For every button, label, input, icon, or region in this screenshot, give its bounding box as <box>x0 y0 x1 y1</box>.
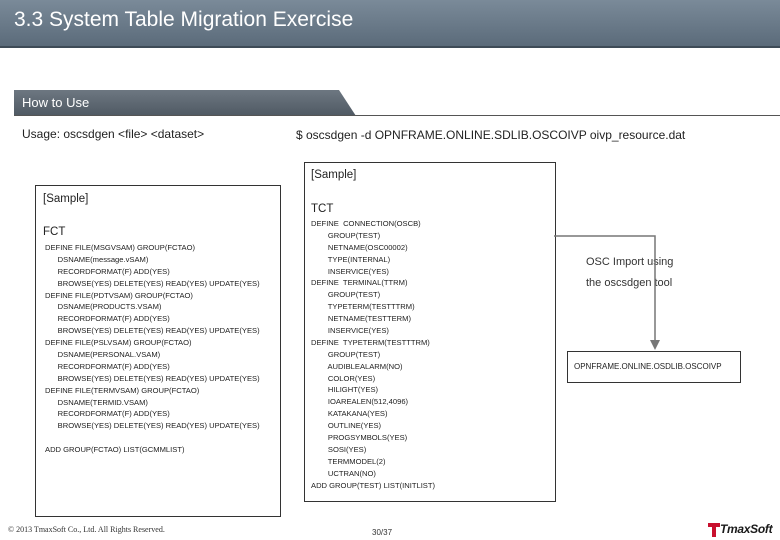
fct-code-line: DSNAME(PRODUCTS.VSAM) <box>45 302 162 312</box>
fct-code-line: RECORDFORMAT(F) ADD(YES) <box>45 314 170 324</box>
fct-code-line: DEFINE FILE(MSGVSAM) GROUP(FCTAO) <box>45 243 196 252</box>
tct-code-line: NETNAME(OSC00002) <box>311 242 408 252</box>
fct-code-line: DSNAME(TERMID.VSAM) <box>45 397 148 407</box>
footer-copyright: © 2013 TmaxSoft Co., Ltd. All Rights Reserved. <box>8 525 165 534</box>
tct-code-line: INSERVICE(YES) <box>311 266 389 276</box>
tct-code-line: TERMMODEL(2) <box>311 456 386 466</box>
tct-heading: TCT <box>311 203 334 215</box>
usage-syntax: Usage: oscsdgen <file> <dataset> <box>22 127 205 141</box>
tct-code-line: SOSI(YES) <box>311 444 367 454</box>
arrow-head-icon <box>650 340 660 350</box>
tct-code-line: GROUP(TEST) <box>311 349 381 359</box>
annotation-line-1: OSC Import using <box>586 256 674 268</box>
logo-mark-icon <box>708 523 720 537</box>
fct-code-line: DEFINE FILE(PDTVSAM) GROUP(FCTAO) <box>45 290 193 300</box>
fct-code-line: DSNAME(PERSONAL.VSAM) <box>45 350 161 360</box>
fct-code-line: DSNAME(message.vSAM) <box>45 254 149 264</box>
tct-code-line: NETNAME(TESTTERM) <box>311 314 411 324</box>
arrow-line <box>554 236 655 342</box>
tct-code-line: AUDIBLEALARM(NO) <box>311 361 403 371</box>
tct-code-line: DEFINE TERMINAL(TTRM) <box>311 278 408 288</box>
fct-code-line: BROWSE(YES) DELETE(YES) READ(YES) UPDATE(YES) <box>45 278 260 288</box>
fct-code-line: RECORDFORMAT(F) ADD(YES) <box>45 361 170 371</box>
tct-code-line: COLOR(YES) <box>311 373 376 383</box>
logo-text: TmaxSoft <box>720 522 773 536</box>
fct-code-line: DEFINE FILE(PSLVSAM) GROUP(FCTAO) <box>45 338 192 348</box>
fct-code-line: RECORDFORMAT(F) ADD(YES) <box>45 266 170 276</box>
tct-code-line: GROUP(TEST) <box>311 230 381 240</box>
tct-code-line: HILIGHT(YES) <box>311 385 379 395</box>
tct-code-line: TYPETERM(TESTTTRM) <box>311 302 415 312</box>
page-title: 3.3 System Table Migration Exercise <box>14 8 354 31</box>
tct-code-line: OUTLINE(YES) <box>311 421 382 431</box>
section-title: How to Use <box>22 95 90 110</box>
tct-code-line: PROGSYMBOLS(YES) <box>311 433 408 443</box>
fct-code-line: BROWSE(YES) DELETE(YES) READ(YES) UPDATE(YES) <box>45 421 260 431</box>
tct-sample-label: [Sample] <box>311 169 357 181</box>
tct-code-line: GROUP(TEST) <box>311 290 381 300</box>
annotation-line-2: the oscsdgen tool <box>586 277 673 289</box>
tmaxsoft-logo <box>708 522 778 538</box>
tct-code-line: DEFINE TYPETERM(TESTTTRM) <box>311 337 430 347</box>
usage-command: $ oscsdgen -d OPNFRAME.ONLINE.SDLIB.OSCOIVP oivp_resource.dat <box>296 128 686 142</box>
tct-code-line: INSERVICE(YES) <box>311 326 389 336</box>
fct-code-line: BROWSE(YES) DELETE(YES) READ(YES) UPDATE(YES) <box>45 326 260 336</box>
tct-code-line: IOAREALEN(512,4096) <box>311 397 409 407</box>
fct-heading: FCT <box>43 226 66 238</box>
tct-code-line: TYPE(INTERNAL) <box>311 254 391 264</box>
tct-code-line: KATAKANA(YES) <box>311 409 388 419</box>
tct-code-line: ADD GROUP(TEST) LIST(INITLIST) <box>311 480 436 490</box>
fct-code-line: BROWSE(YES) DELETE(YES) READ(YES) UPDATE(YES) <box>45 373 260 383</box>
tct-code-line: DEFINE CONNECTION(OSCB) <box>311 219 421 228</box>
fct-code-line: ADD GROUP(FCTAO) LIST(GCMMLIST) <box>45 445 185 455</box>
fct-code-line: RECORDFORMAT(F) ADD(YES) <box>45 409 170 419</box>
fct-code-line: DEFINE FILE(TERMVSAM) GROUP(FCTAO) <box>45 385 200 395</box>
fct-sample-label: [Sample] <box>43 193 89 205</box>
target-dataset-label: OPNFRAME.ONLINE.OSDLIB.OSCOIVP <box>574 362 722 371</box>
target-dataset-box <box>567 351 741 383</box>
footer-page-number: 30/37 <box>372 528 393 537</box>
tct-code-line: UCTRAN(NO) <box>311 468 376 478</box>
